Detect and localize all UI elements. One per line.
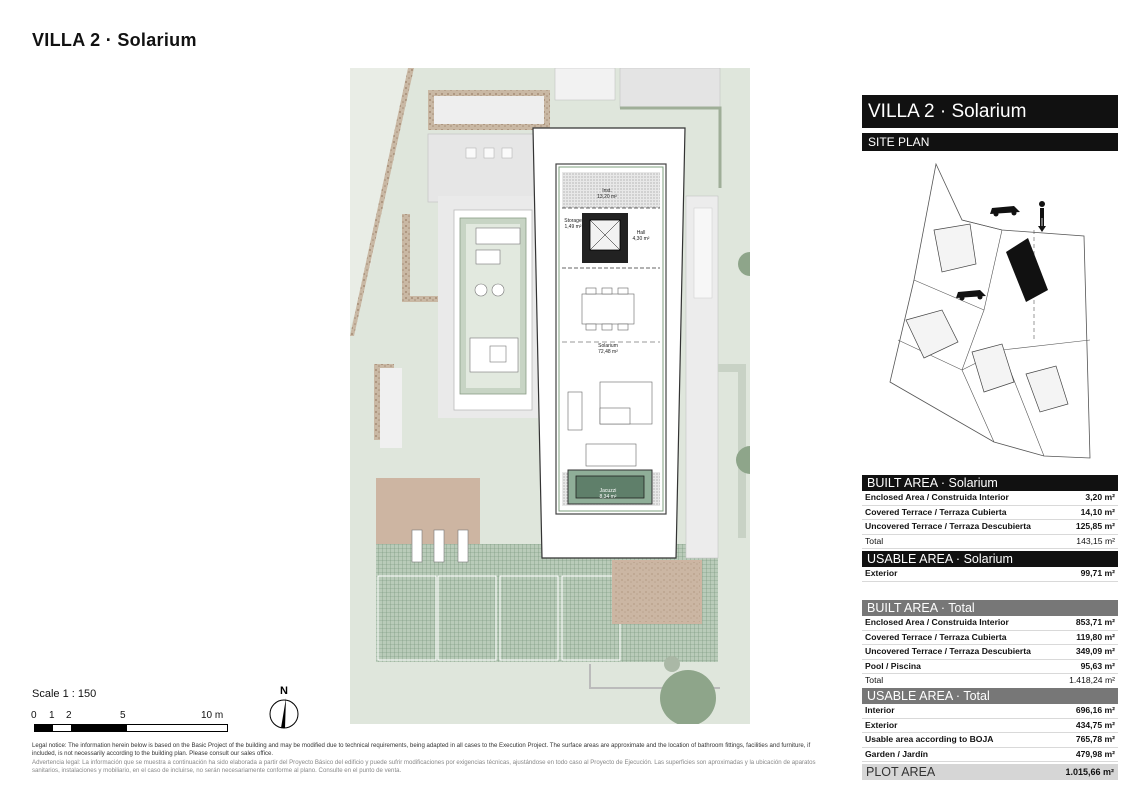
storage-label: Storage [564,218,582,224]
scale-tick-1: 1 [49,710,55,721]
pedestrian-icon [1039,201,1045,226]
table-row: Uncovered Terrace / Terraza Descubierta 349,09 m² [862,645,1118,660]
north-arrow-icon [264,684,304,732]
usable-area-total-table [862,688,1118,762]
inst-area: 13,20 m² [597,194,617,200]
usable-area-solarium-table [862,551,1118,582]
scale-tick-0: 0 [31,710,37,721]
legal-notice-en: Legal notice: The information herein below is based on the Basic Project of the building and may be modified due to technical requirements, being adapted in all cases to the Execution Project. The surface areas are approximate and the location of bathroom fittings, facilities and furniture, if included, is not necessarily according to the building plan. Please consult our sales office. [32,742,811,757]
villa-title: VILLA 2 · Solarium [862,95,1118,128]
table-row: Usable area according to BOJA 765,78 m² [862,733,1118,748]
storage-area: 1,49 m² [564,224,582,230]
legal-notice [32,742,832,774]
scale-tick-10: 10 m [201,710,224,721]
built-area-solarium-header: BUILT AREA · Solarium [862,475,1118,491]
plot-area-label: PLOT AREA [866,765,936,779]
scale-tick-5: 5 [120,710,126,721]
hall-area: 4,30 m² [632,236,650,242]
plot-area [862,764,1118,780]
solarium-area: 72,48 m² [598,349,618,355]
table-row: Covered Terrace / Terraza Cubierta 119,80 m² [862,631,1118,646]
table-row: Exterior 99,71 m² [862,567,1118,582]
site-plan-thumbnail [884,160,1092,466]
table-row: Garden / Jardín 479,98 m² [862,748,1118,763]
scale-tick-2: 2 [66,710,72,721]
site-floor-plan [350,68,750,724]
table-row: Enclosed Area / Construida Interior 3,20 m² [862,491,1118,506]
table-row-total: Total 1.418,24 m² [862,674,1118,689]
hall-label: Hall [636,230,646,236]
table-row: Pool / Piscina 95,63 m² [862,660,1118,675]
legal-notice-es: Advertencia legal: La información que se muestra a continuación ha sido elaborada a partir del Proyecto Básico del edificio y puede sufrir modificaciones por exigencias técnicas, ajustándose en todo caso al Proyecto de Ejecución. Las superficies son aproximadas y la ubicación de aparatos sanitarios, instalaciones y mobiliario, en el caso de incluirse, no serán necesariamente conforme al plano. Consulte en el punto de venta. [32,759,816,774]
north-label: N [280,685,288,697]
scale-bar [34,724,228,732]
solarium-label: Solarium [598,343,618,349]
usable-area-total-header: USABLE AREA · Total [862,688,1118,704]
jacuzzi-label: Jacuzzi [599,488,617,494]
table-row: Interior 696,16 m² [862,704,1118,719]
built-area-solarium-table [862,475,1118,549]
table-row: Covered Terrace / Terraza Cubierta 14,10 m² [862,506,1118,521]
inst-label: Inst. [602,188,612,194]
table-row-total: Total 143,15 m² [862,535,1118,550]
page-title: VILLA 2 · Solarium [32,30,197,50]
jacuzzi-area: 8,34 m² [599,494,617,500]
table-row: Enclosed Area / Construida Interior 853,71 m² [862,616,1118,631]
table-row: Uncovered Terrace / Terraza Descubierta 125,85 m² [862,520,1118,535]
built-area-total-header: BUILT AREA · Total [862,600,1118,616]
scale-label: Scale 1 : 150 [32,688,97,700]
plot-area-value: 1.015,66 m² [1065,767,1114,777]
site-plan-label: SITE PLAN [862,133,1118,151]
built-area-total-table [862,600,1118,689]
usable-area-solarium-header: USABLE AREA · Solarium [862,551,1118,567]
table-row: Exterior 434,75 m² [862,719,1118,734]
